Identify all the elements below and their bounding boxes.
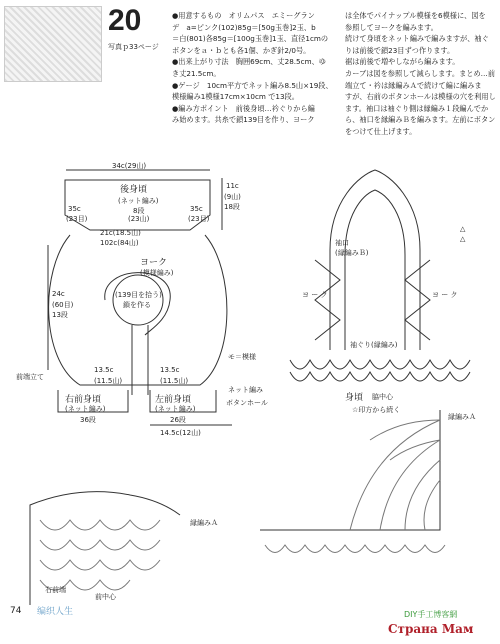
label-dim-13-5a: 13.5c [94, 366, 114, 374]
label-left-front: 左前身頃 [155, 395, 192, 405]
sleeve-yoke-right [405, 260, 430, 340]
label-net: ネット編み [228, 386, 263, 394]
label-yoke-top-a: 21c(18.5山) [100, 229, 141, 237]
label-left-front-stitch: (ネット編み) [155, 405, 196, 413]
label-sleeve-yoke-left: ヨ ー ク [302, 291, 328, 299]
watermark-left: 编织人生 [37, 607, 74, 617]
label-armhole: モ＝模様 [228, 353, 256, 361]
instruction-line: き丈21.5cm。 [172, 68, 221, 78]
instruction-line: ます。袖口は袖ぐり側は縁編み１段編んでか [345, 103, 489, 113]
label-side-13: 13段 [52, 311, 68, 319]
label-yoke: ヨーク [140, 258, 168, 268]
yoke-outer [49, 235, 227, 385]
instruction-line: 端立て・衿は縁編みＡで続けて編に編みま [345, 80, 482, 90]
sleeve-lace-bottom-2 [290, 372, 470, 381]
label-back-stitch: (ネット編み) [118, 197, 159, 205]
instruction-line: ●編み方ポイント 前後身頃…衿ぐりから編 [172, 103, 315, 113]
label-side-24c: 24c [52, 290, 65, 298]
label-sleeve-body: 身頃 [345, 393, 364, 403]
label-right-dim: 35c [190, 205, 203, 213]
label-back-mid: (23山) [128, 215, 150, 223]
label-sleeve-body-note: 脇中心 [372, 393, 393, 401]
pattern-number: 20 [108, 4, 142, 37]
label-neck-b: 鎖を作る [123, 301, 151, 309]
label-back-body: 後身頃 [120, 185, 148, 195]
watermark-right-big: Страна Мам [388, 622, 474, 636]
sleeve-inner [345, 190, 405, 350]
label-sleeve-cuff: 袖ぐり(縁編み) [350, 341, 398, 349]
instruction-line: 参照してヨークを編みます。 [345, 22, 438, 32]
instruction-line: ●用意するもの オリムパス エミーグラン [172, 11, 315, 20]
instruction-line: ボタンをａ・ｂとも各1個、かぎ針2/0号。 [172, 45, 311, 55]
instruction-line: をつけて仕上げます。 [345, 126, 417, 136]
stitch-chart-right-lace [265, 545, 445, 553]
instruction-line: 裾は前後で増やしながら編みます。 [345, 57, 460, 67]
label-right-front: 右前身頃 [65, 395, 102, 405]
instruction-line: カーブは図を参照して減らします。まとめ…前 [345, 68, 496, 78]
label-dim-13-5b: 13.5c [160, 366, 180, 374]
instruction-line: ＝白(801)各85g＝[100g玉巻]1玉、直径1cmの [172, 34, 329, 44]
label-front-center: 前中心 [95, 593, 116, 601]
label-sleeve-top-stitch: (縁編みＢ) [335, 249, 369, 257]
watermark-right-small: DIY手工博客網 [404, 610, 458, 619]
label-left-dim: 35c [68, 205, 81, 213]
label-width-top: 34c(29山) [112, 162, 147, 170]
instruction-line: りは前後で鎖23目ずつ作ります。 [345, 45, 455, 55]
stitch-chart-left-grid [40, 520, 160, 590]
label-side-60: (60目) [52, 301, 74, 309]
sleeve-outline [330, 170, 420, 350]
label-marker-a: △ [460, 225, 466, 233]
label-right-dim2: (23目) [188, 215, 210, 223]
label-opening: 前端立て [16, 373, 44, 381]
stitch-chart-right-fan [350, 420, 440, 530]
label-side-c: 18段 [224, 203, 240, 211]
label-edge-left: 縁編みＡ [190, 519, 218, 527]
label-front-b: (11.5山) [160, 377, 189, 385]
instruction-line: ●出来上がり寸法 胸囲69cm、丈28.5cm、ゆ [172, 57, 326, 67]
label-continue-note: ☆印方から続く [352, 406, 401, 414]
label-left-dim2: (23目) [66, 215, 88, 223]
label-back-rows: 8段 [133, 207, 145, 215]
label-yoke-top-b: 102c(84山) [100, 239, 139, 247]
label-bottom-width: 14.5c(12山) [160, 429, 201, 437]
sleeve-lace-bottom [290, 360, 470, 369]
sleeve-yoke-left [315, 260, 340, 340]
instruction-line: 模様編み1模様17cm×10cm で13段。 [172, 92, 299, 102]
label-side-b: (9山) [224, 193, 241, 201]
label-neck-a: (139目を拾う) [115, 291, 162, 299]
label-sleeve-yoke-right: ヨ ー ク [432, 291, 458, 299]
instruction-line: 続けて身頃をネット編みで編みますが、袖ぐ [345, 34, 489, 44]
label-side-a: 11c [226, 182, 239, 190]
instruction-line: デ a=ピンク(102)85g＝[50g玉巻]2玉、b [172, 22, 316, 32]
instruction-line: は全体でパイナップル模様を6模様に、図を [345, 11, 486, 20]
photo-reference: 写真ｐ33ページ [108, 43, 159, 51]
label-right-front-stitch: (ネット編み) [65, 405, 106, 413]
instruction-line: ら、袖口を縁編みＢを編みます。左前にボタン [345, 115, 496, 125]
label-front-a: (11.5山) [94, 377, 123, 385]
label-edge-right: 縁編みＡ [448, 413, 476, 421]
label-rows-26: 26段 [170, 416, 186, 424]
label-right-edge: 右前端 [45, 586, 66, 594]
instruction-line: み始めます。共糸で鎖139目を作り、ヨーク [172, 115, 315, 125]
instruction-line: すが、右前のボタンホールは模様の穴を利用し [345, 92, 496, 102]
label-sleeve-top: 袖口 [335, 239, 349, 247]
label-marker-b: △ [460, 235, 466, 243]
label-rows-36: 36段 [80, 416, 96, 424]
label-hole: ボタンホール [226, 399, 268, 407]
label-yoke-stitch: (模様編み) [140, 269, 174, 277]
page-number: 74 [10, 606, 22, 616]
stitch-chart-right-outline [260, 410, 440, 530]
instruction-line: ●ゲージ 10cm平方でネット編み8.5山×19段、 [172, 80, 333, 90]
